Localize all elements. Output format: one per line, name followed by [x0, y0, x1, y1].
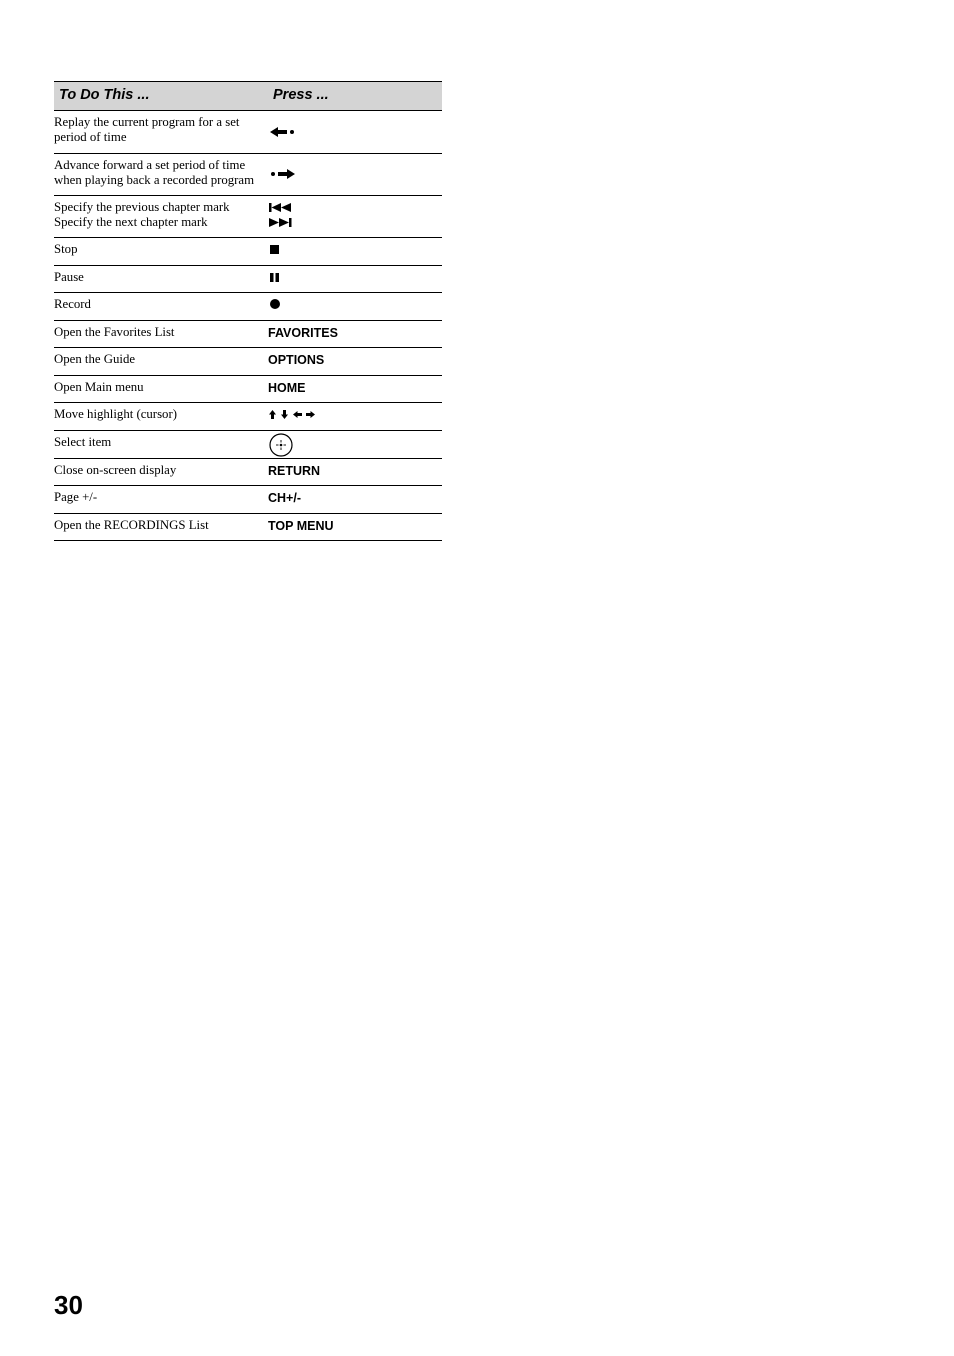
header-to-do-this: To Do This ...: [59, 87, 150, 103]
row-description: Close on-screen display: [54, 463, 177, 477]
row-description: Page +/-: [54, 490, 98, 504]
row-description: Open the RECORDINGS List: [54, 518, 209, 532]
table-row: [54, 266, 442, 293]
channel-button-label: CH+/-: [268, 491, 301, 505]
favorites-button-label: FAVORITES: [268, 326, 338, 340]
row-description: Replay the current program for a set period of time: [54, 115, 240, 144]
row-description: [54, 200, 266, 230]
row-description: Open the Guide: [54, 352, 136, 366]
table-row: [54, 348, 442, 376]
row-description: Move highlight (cursor): [54, 407, 177, 421]
previous-chapter-icon: [269, 202, 295, 213]
home-button-label: HOME: [268, 381, 306, 395]
record-icon: [269, 298, 281, 310]
row-description: Stop: [54, 242, 78, 256]
table-row: [54, 514, 442, 541]
description-line: Specify the previous chapter mark: [54, 200, 230, 214]
row-description: Pause: [54, 270, 84, 284]
next-chapter-icon: [269, 217, 295, 228]
table-row: [54, 403, 442, 431]
table-row: [54, 486, 442, 514]
remote-functions-table: [54, 81, 442, 541]
table-row: [54, 459, 442, 486]
table-row: [54, 238, 442, 266]
row-description: Select item: [54, 435, 112, 449]
table-row: [54, 111, 442, 154]
description-line: Specify the next chapter mark: [54, 215, 208, 229]
table-header: [54, 82, 442, 111]
table-row: [54, 376, 442, 403]
top-menu-button-label: TOP MENU: [268, 519, 334, 533]
options-button-label: OPTIONS: [268, 353, 325, 367]
header-press: Press ...: [273, 87, 329, 103]
row-description: Open Main menu: [54, 380, 144, 394]
table-row: [54, 154, 442, 196]
advance-arrow-icon: [270, 168, 296, 180]
stop-icon: [270, 245, 280, 255]
table-row: [54, 196, 442, 238]
row-description: Advance forward a set period of time when playing back a recorded program: [54, 158, 255, 187]
table-row: [54, 293, 442, 321]
pause-icon: [270, 273, 280, 283]
return-button-label: RETURN: [268, 464, 321, 478]
row-description: Record: [54, 297, 91, 311]
table-row: [54, 431, 442, 459]
enter-button-icon: [269, 433, 293, 457]
direction-arrows-icon: [269, 410, 317, 420]
row-description: Open the Favorites List: [54, 325, 175, 339]
replay-arrow-icon: [270, 126, 296, 138]
table-row: [54, 321, 442, 348]
page-number: 30: [54, 1290, 83, 1320]
